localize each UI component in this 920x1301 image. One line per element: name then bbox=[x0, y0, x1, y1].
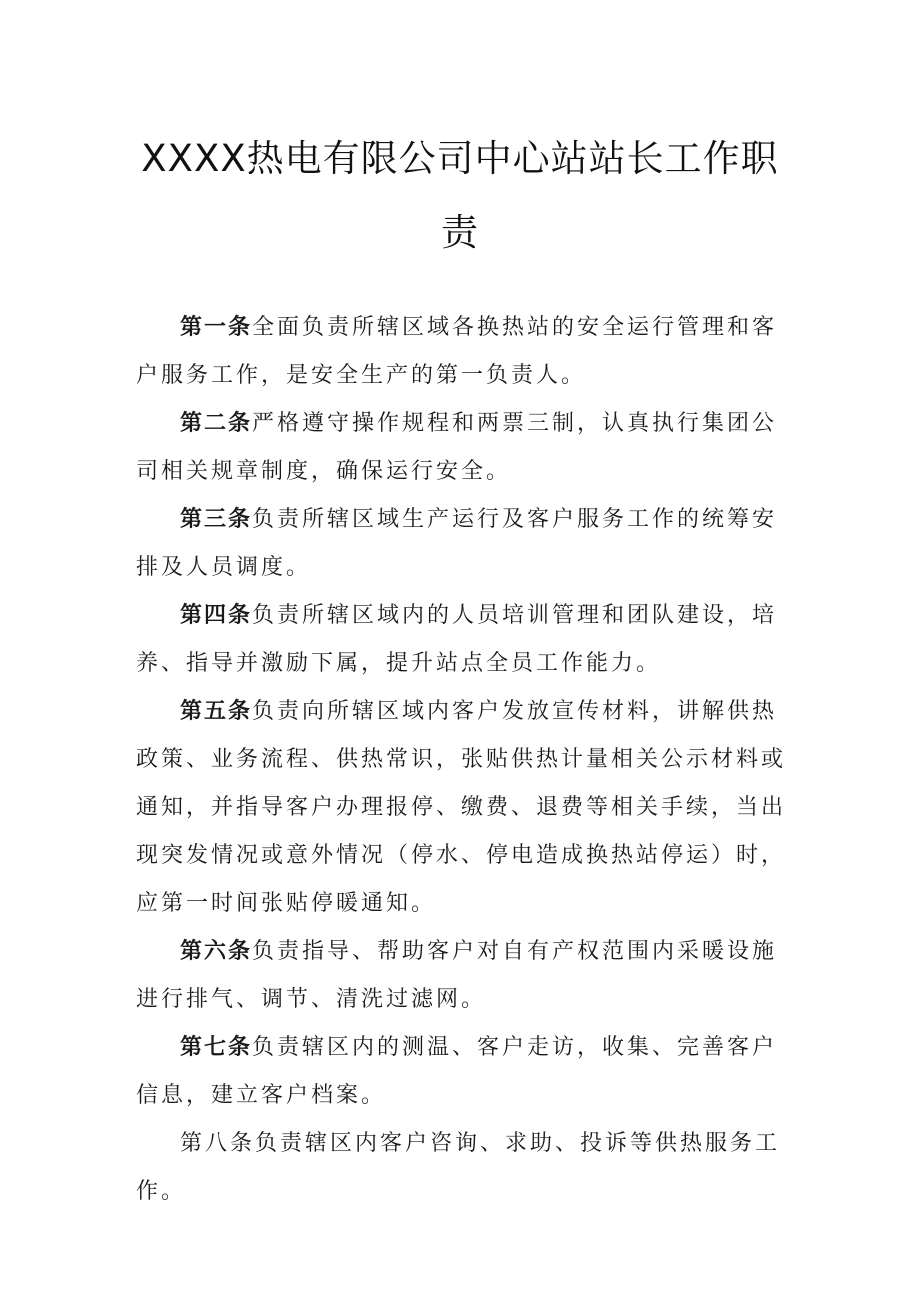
article-label: 第七条 bbox=[180, 1035, 253, 1060]
article-2 bbox=[136, 400, 796, 496]
article-3 bbox=[136, 496, 796, 592]
article-text: 严格遵守操作规程和两票三制，认真执行集团公司相关规章制度，确保运行安全。 bbox=[136, 411, 778, 484]
article-8 bbox=[136, 1120, 796, 1216]
article-label: 第四条 bbox=[180, 603, 253, 628]
article-label: 第五条 bbox=[180, 699, 253, 724]
article-4 bbox=[136, 592, 796, 688]
article-5 bbox=[136, 688, 796, 928]
article-text: 全面负责所辖区域各换热站的安全运行管理和客户服务工作，是安全生产的第一负责人。 bbox=[136, 315, 778, 388]
page-title-line-1: XXXX热电有限公司中心站站长工作职 bbox=[141, 137, 779, 180]
article-1 bbox=[136, 304, 796, 400]
article-label: 第三条 bbox=[180, 507, 253, 532]
page-title-line-2: 责 bbox=[441, 211, 479, 254]
article-text: 负责所辖区域内的人员培训管理和团队建设，培养、指导并激励下属，提升站点全员工作能力。 bbox=[136, 603, 778, 676]
article-text: 负责所辖区域生产运行及客户服务工作的统筹安排及人员调度。 bbox=[136, 507, 778, 580]
article-list bbox=[136, 304, 796, 1216]
article-label: 第一条 bbox=[180, 315, 253, 340]
article-label: 第八条 bbox=[180, 1131, 256, 1156]
article-label: 第二条 bbox=[180, 411, 253, 436]
article-text: 负责辖区内的测温、客户走访，收集、完善客户信息，建立客户档案。 bbox=[136, 1035, 778, 1108]
article-text: 负责辖区内客户咨询、求助、投诉等供热服务工作。 bbox=[136, 1131, 781, 1204]
article-6 bbox=[136, 928, 796, 1024]
article-label: 第六条 bbox=[180, 939, 253, 964]
article-text: 负责指导、帮助客户对自有产权范围内采暖设施进行排气、调节、清洗过滤网。 bbox=[136, 939, 778, 1012]
article-7 bbox=[136, 1024, 796, 1120]
article-text: 负责向所辖区域内客户发放宣传材料，讲解供热政策、业务流程、供热常识，张贴供热计量相关公示材料或通知，并指导客户办理报停、缴费、退费等相关手续，当出现突发情况或意外情况（停水、停电造成换热站停运）时，应第一时间张贴停暖通知。 bbox=[136, 699, 787, 916]
